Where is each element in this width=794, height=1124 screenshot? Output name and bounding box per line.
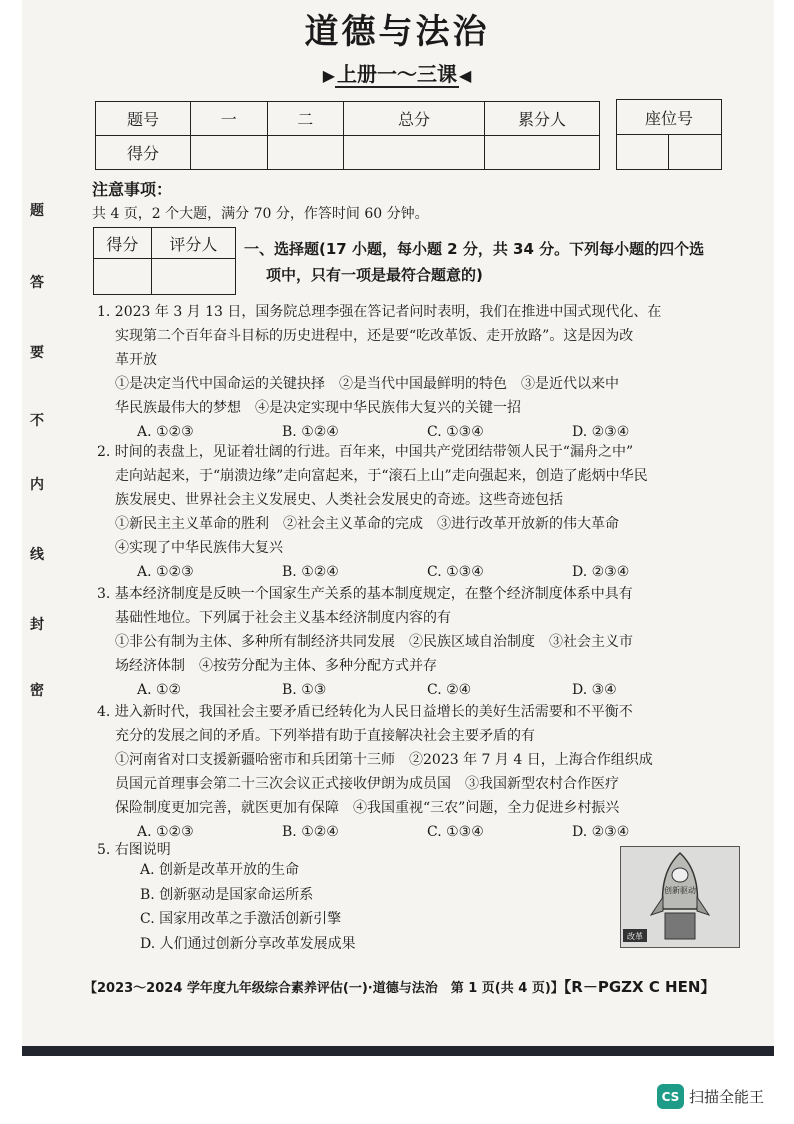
binding-char: 要	[30, 345, 44, 361]
question-1	[97, 300, 733, 444]
choice-d[interactable]: D. ②③④	[572, 424, 630, 440]
section-title	[244, 236, 726, 288]
subtitle-text: 上册一～三课	[337, 62, 457, 86]
choice-a[interactable]: A. 创新是改革开放的生命	[140, 862, 300, 878]
score-cell[interactable]	[485, 136, 600, 170]
question-line: 2. 时间的表盘上，见证着壮阔的行进。百年来，中国共产党团结带领人民于“漏舟之中”	[97, 444, 634, 460]
choice-a[interactable]: A. ①②③	[137, 564, 194, 580]
seat-cell[interactable]	[669, 135, 722, 170]
question-line: 族发展史、世界社会主义发展史、人类社会发展史的奇迹。这些奇迹包括	[115, 492, 563, 508]
question-5-options	[140, 858, 356, 956]
score-header-cell: 得分	[96, 136, 191, 170]
cartoon-rocket-label: 创新驱动	[664, 886, 696, 895]
score-table	[95, 101, 600, 170]
binding-char: 封	[30, 617, 44, 633]
question-4	[97, 700, 733, 844]
choice-b[interactable]: B. 创新驱动是国家命运所系	[140, 886, 314, 903]
question-line: 3. 基本经济制度是反映一个国家生产关系的基本制度规定，在整个经济制度体系中具有	[97, 586, 633, 602]
score-column-header: 总分	[344, 102, 485, 136]
question-5-stem: 5. 右图说明	[97, 842, 171, 858]
question-line: ④实现了中华民族伟大复兴	[115, 540, 283, 556]
binding-char: 答	[30, 275, 44, 291]
choice-a[interactable]: A. ①②③	[137, 424, 194, 440]
question-line: 1. 2023 年 3 月 13 日，国务院总理李强在答记者问时表明，我们在推进中国式现代化、在	[97, 304, 662, 320]
page-title: 道德与法治	[304, 12, 490, 52]
score-column-header: 二	[267, 102, 344, 136]
page-footer	[84, 976, 744, 997]
cartoon-rocket-image	[620, 846, 740, 948]
section-title-line: 项中，只有一项是最符合题意的)	[266, 266, 483, 284]
question-line: 基础性地位。下列属于社会主义基本经济制度内容的有	[115, 610, 451, 626]
question-line: 保险制度更加完善，就医更加有保障 ④我国重视“三农”问题，全力促进乡村振兴	[115, 800, 620, 816]
footer-text: 【2023～2024 学年度九年级综合素养评估(一)·道德与法治 第 1 页(共 4 页)】	[84, 981, 564, 996]
answer-choices	[137, 678, 737, 702]
question-line: ①新民主主义革命的胜利 ②社会主义革命的完成 ③进行改革开放新的伟大革命	[115, 516, 619, 532]
triangle-right-icon: ▶	[322, 66, 335, 85]
choice-b[interactable]: B. ①②④	[282, 564, 339, 580]
binding-strip	[26, 200, 56, 700]
page-subtitle	[0, 58, 794, 87]
scanner-app-name: 扫描全能王	[689, 1088, 765, 1106]
choice-b[interactable]: B. ①②④	[282, 824, 339, 840]
grader-name-cell[interactable]	[151, 259, 235, 295]
seat-label: 座位号	[617, 100, 722, 135]
question-line: ①是决定当代中国命运的关键抉择 ②是当代中国最鲜明的特色 ③是近代以来中	[115, 376, 619, 392]
binding-char: 题	[30, 203, 44, 219]
score-cell[interactable]	[267, 136, 344, 170]
notice-body: 共 4 页，2 个大题，满分 70 分，作答时间 60 分钟。	[92, 206, 429, 222]
grader-score-cell[interactable]	[94, 259, 152, 295]
question-2	[97, 440, 733, 584]
seat-table	[616, 99, 722, 170]
scan-edge	[22, 1046, 774, 1056]
choice-d[interactable]: D. ③④	[572, 682, 617, 698]
question-line: 实现第二个百年奋斗目标的历史进程中，还是要“吃改革饭、走开放路”。这是因为改	[115, 328, 634, 344]
scanner-watermark	[657, 1084, 764, 1109]
score-cell[interactable]	[191, 136, 268, 170]
score-column-header: 一	[191, 102, 268, 136]
choice-a[interactable]: A. ①②③	[137, 824, 194, 840]
grader-header: 评分人	[151, 228, 235, 259]
question-line: 革开放	[115, 352, 157, 368]
grader-header: 得分	[94, 228, 152, 259]
question-3	[97, 582, 733, 702]
choice-c[interactable]: C. ②④	[427, 682, 472, 698]
choice-a[interactable]: A. ①②	[137, 682, 182, 698]
question-line: 场经济体制 ④按劳分配为主体、多种分配方式并存	[115, 658, 437, 674]
choice-c[interactable]: C. ①③④	[427, 424, 484, 440]
score-column-header: 累分人	[485, 102, 600, 136]
cartoon-hand-label: 改革	[627, 932, 643, 941]
question-line: 员国元首理事会第二十三次会议正式接收伊朗为成员国 ③我国新型农村合作医疗	[115, 776, 619, 792]
question-line: ①河南省对口支援新疆哈密市和兵团第十三师 ②2023 年 7 月 4 日，上海合作组织成	[115, 752, 653, 768]
triangle-left-icon: ◀	[459, 66, 472, 85]
choice-c[interactable]: C. ①③④	[427, 824, 484, 840]
choice-c[interactable]: C. ①③④	[427, 564, 484, 580]
footer-code: 【R－PGZX C HEN】	[563, 978, 716, 996]
question-line: 4. 进入新时代，我国社会主要矛盾已经转化为人民日益增长的美好生活需要和不平衡不	[97, 704, 633, 720]
score-header-cell: 题号	[96, 102, 191, 136]
notice-heading: 注意事项：	[92, 180, 173, 199]
camscanner-logo-icon: CS	[657, 1084, 684, 1109]
seat-cell[interactable]	[617, 135, 669, 170]
choice-d[interactable]: D. 人们通过创新分享改革发展成果	[140, 935, 356, 952]
question-line: ①非公有制为主体、多种所有制经济共同发展 ②民族区域自治制度 ③社会主义市	[115, 634, 633, 650]
choice-c[interactable]: C. 国家用改革之手激活创新引擎	[140, 911, 342, 927]
choice-b[interactable]: B. ①②④	[282, 424, 339, 440]
answer-choices	[137, 560, 737, 584]
section-title-line: 一、选择题(17 小题，每小题 2 分，共 34 分。下列每小题的四个选	[244, 240, 705, 258]
question-line: 华民族最伟大的梦想 ④是决定实现中华民族伟大复兴的关键一招	[115, 400, 521, 416]
binding-char: 线	[30, 547, 44, 563]
question-line: 充分的发展之间的矛盾。下列举措有助于直接解决社会主要矛盾的有	[115, 728, 535, 744]
binding-char: 不	[30, 413, 44, 429]
question-line: 走向站起来，于“崩溃边缘”走向富起来，于“滚石上山”走向强起来，创造了彪炳中华民	[115, 468, 648, 484]
choice-b[interactable]: B. ①③	[282, 682, 327, 698]
grader-table	[93, 227, 236, 295]
binding-char: 密	[30, 683, 44, 699]
score-cell[interactable]	[344, 136, 485, 170]
binding-char: 内	[30, 477, 44, 493]
choice-d[interactable]: D. ②③④	[572, 564, 630, 580]
choice-d[interactable]: D. ②③④	[572, 824, 630, 840]
